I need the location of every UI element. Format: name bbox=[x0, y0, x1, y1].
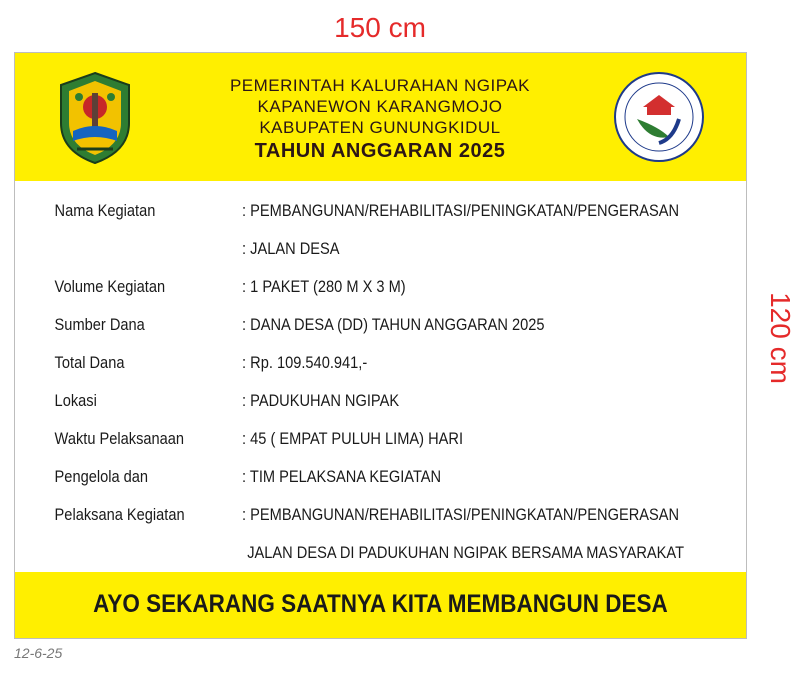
date-note: 12-6-25 bbox=[14, 645, 63, 661]
detail-row bbox=[15, 467, 644, 497]
budget-year: TAHUN ANGGARAN 2025 bbox=[254, 140, 506, 162]
detail-label: Sumber Dana bbox=[54, 315, 145, 334]
regency-emblem-icon bbox=[55, 71, 135, 165]
detail-label: Nama Kegiatan bbox=[54, 201, 156, 220]
detail-value: : DANA DESA (DD) TAHUN ANGGARAN 2025 bbox=[242, 315, 545, 334]
height-dimension-label: 120 cm bbox=[765, 292, 796, 384]
signboard-footer bbox=[15, 572, 746, 638]
width-dimension-label: 150 cm bbox=[334, 12, 426, 43]
district-name: KAPANEWON KARANGMOJO bbox=[257, 97, 503, 116]
detail-value: : 45 ( EMPAT PULUH LIMA) HARI bbox=[242, 429, 464, 448]
detail-row bbox=[15, 429, 644, 459]
detail-value: : 1 PAKET (280 M X 3 M) bbox=[242, 277, 406, 296]
detail-value: : TIM PELAKSANA KEGIATAN bbox=[242, 467, 442, 486]
detail-value: : Rp. 109.540.941,- bbox=[242, 353, 368, 372]
detail-row bbox=[15, 505, 680, 535]
header-title-block bbox=[155, 75, 605, 164]
regency-name: KABUPATEN GUNUNGKIDUL bbox=[259, 118, 501, 137]
detail-row bbox=[15, 201, 680, 231]
detail-label: Total Dana bbox=[54, 353, 125, 372]
detail-value: JALAN DESA DI PADUKUHAN NGIPAK BERSAMA MASYARAKAT bbox=[247, 543, 685, 562]
detail-value: : PADUKUHAN NGIPAK bbox=[242, 391, 400, 410]
detail-label: Pengelola dan bbox=[54, 467, 149, 486]
detail-value: : PEMBANGUNAN/REHABILITASI/PENINGKATAN/PENGERASAN bbox=[242, 505, 680, 524]
ministry-emblem-icon bbox=[613, 71, 705, 163]
project-signboard bbox=[14, 52, 747, 639]
detail-row bbox=[15, 543, 685, 573]
detail-row bbox=[15, 277, 644, 307]
detail-label: Waktu Pelaksanaan bbox=[54, 429, 185, 448]
detail-row bbox=[15, 239, 644, 269]
detail-row bbox=[15, 353, 644, 383]
detail-label: Lokasi bbox=[54, 391, 97, 410]
detail-label: Pelaksana Kegiatan bbox=[54, 505, 185, 524]
detail-row bbox=[15, 391, 644, 421]
government-name: PEMERINTAH KALURAHAN NGIPAK bbox=[229, 76, 531, 95]
detail-value: : PEMBANGUNAN/REHABILITASI/PENINGKATAN/PENGERASAN bbox=[242, 201, 680, 220]
detail-row bbox=[15, 315, 644, 345]
signboard-header bbox=[15, 53, 746, 181]
slogan-text: AYO SEKARANG SAATNYA KITA MEMBANGUN DESA bbox=[93, 590, 668, 618]
detail-label: Volume Kegiatan bbox=[54, 277, 166, 296]
detail-value: : JALAN DESA bbox=[242, 239, 340, 258]
